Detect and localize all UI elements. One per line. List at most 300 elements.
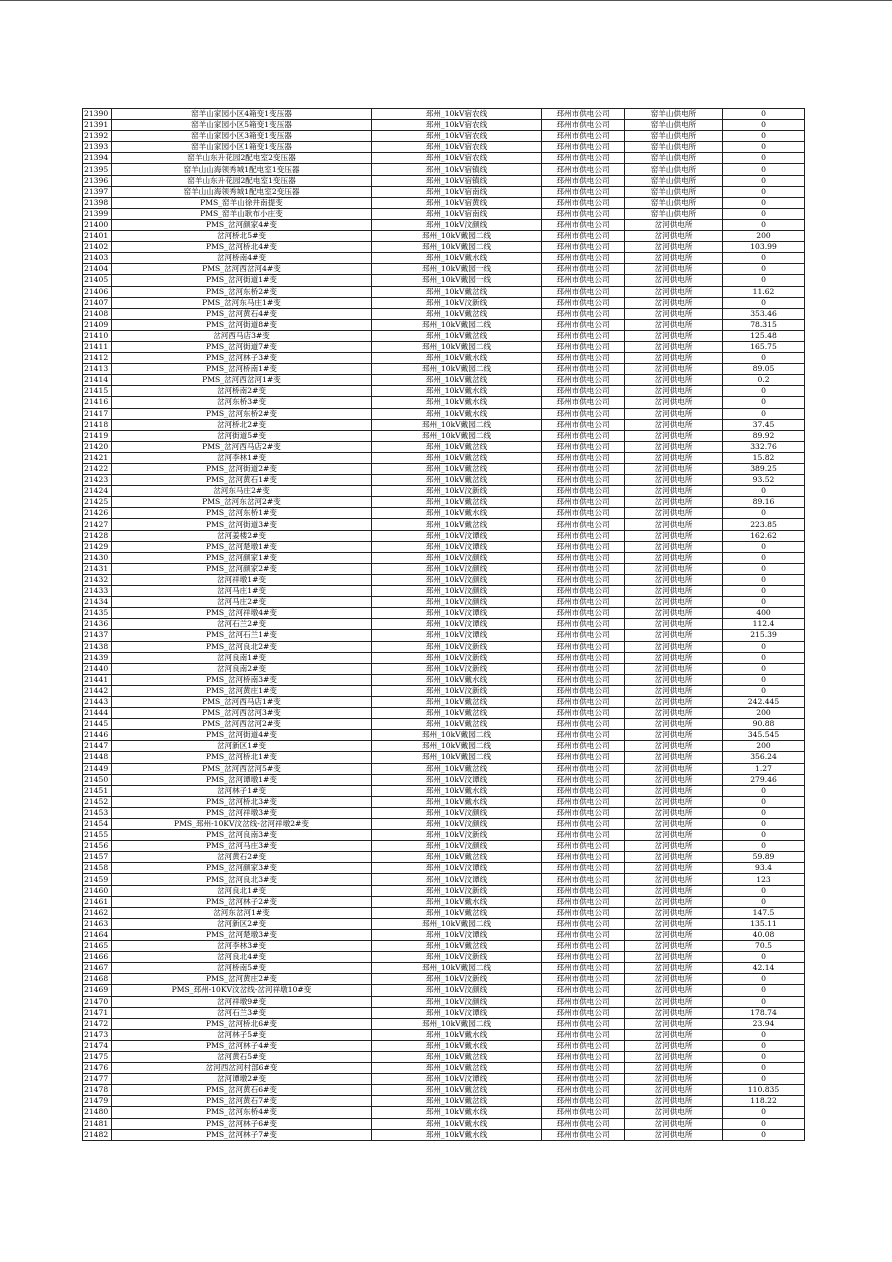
value-cell: 223.85 bbox=[723, 519, 805, 530]
value-cell: 0 bbox=[723, 353, 805, 364]
supply-station-cell: 岔河供电所 bbox=[625, 952, 723, 963]
supply-station-cell: 窑羊山供电所 bbox=[625, 153, 723, 164]
feeder-line-cell: 邳州_10kV汶谭线 bbox=[372, 1074, 542, 1085]
value-cell: 0 bbox=[723, 1107, 805, 1118]
transformer-name-cell: 窑羊山东升花园2配电室1变压器 bbox=[112, 175, 372, 186]
feeder-line-cell: 邳州_10kV汶颜线 bbox=[372, 219, 542, 230]
transformer-name-cell: 岔河良北1#变 bbox=[112, 885, 372, 896]
transformer-name-cell: PMS_岔河街道1#变 bbox=[112, 275, 372, 286]
value-cell: 0 bbox=[723, 208, 805, 219]
supply-station-cell: 岔河供电所 bbox=[625, 730, 723, 741]
value-cell: 125.48 bbox=[723, 330, 805, 341]
row-id-cell: 21428 bbox=[83, 530, 112, 541]
power-company-cell: 邳州市供电公司 bbox=[542, 563, 625, 574]
power-company-cell: 邳州市供电公司 bbox=[542, 519, 625, 530]
table-row bbox=[83, 175, 805, 186]
row-id-cell: 21395 bbox=[83, 164, 112, 175]
transformer-name-cell: PMS_岔河林子3#变 bbox=[112, 353, 372, 364]
row-id-cell: 21392 bbox=[83, 131, 112, 142]
power-company-cell: 邳州市供电公司 bbox=[542, 763, 625, 774]
table-row bbox=[83, 730, 805, 741]
feeder-line-cell: 邳州_10kV戴岔线 bbox=[372, 330, 542, 341]
power-company-cell: 邳州市供电公司 bbox=[542, 109, 625, 120]
power-company-cell: 邳州市供电公司 bbox=[542, 896, 625, 907]
supply-station-cell: 岔河供电所 bbox=[625, 918, 723, 929]
row-id-cell: 21391 bbox=[83, 120, 112, 131]
table-row bbox=[83, 508, 805, 519]
table-row bbox=[83, 807, 805, 818]
transformer-name-cell: PMS_岔河西岔河3#变 bbox=[112, 708, 372, 719]
power-company-cell: 邳州市供电公司 bbox=[542, 1029, 625, 1040]
table-row bbox=[83, 1107, 805, 1118]
feeder-line-cell: 邳州_10kV汶新线 bbox=[372, 641, 542, 652]
feeder-line-cell: 邳州_10kV汶颜线 bbox=[372, 597, 542, 608]
transformer-name-cell: 岔河街道5#变 bbox=[112, 430, 372, 441]
feeder-line-cell: 邳州_10kV戴水线 bbox=[372, 408, 542, 419]
supply-station-cell: 岔河供电所 bbox=[625, 530, 723, 541]
feeder-line-cell: 邳州_10kV戴园一线 bbox=[372, 275, 542, 286]
feeder-line-cell: 邳州_10kV戴岔线 bbox=[372, 1063, 542, 1074]
power-company-cell: 邳州市供电公司 bbox=[542, 1018, 625, 1029]
value-cell: 0 bbox=[723, 1029, 805, 1040]
row-id-cell: 21451 bbox=[83, 785, 112, 796]
feeder-line-cell: 邳州_10kV汶谭线 bbox=[372, 608, 542, 619]
table-row bbox=[83, 264, 805, 275]
power-company-cell: 邳州市供电公司 bbox=[542, 541, 625, 552]
table-row bbox=[83, 563, 805, 574]
supply-station-cell: 岔河供电所 bbox=[625, 574, 723, 585]
power-company-cell: 邳州市供电公司 bbox=[542, 852, 625, 863]
table-row bbox=[83, 364, 805, 375]
table-row bbox=[83, 1096, 805, 1107]
supply-station-cell: 岔河供电所 bbox=[625, 774, 723, 785]
feeder-line-cell: 邳州_10kV戴园一线 bbox=[372, 264, 542, 275]
transformer-name-cell: 岔河祥墩9#变 bbox=[112, 996, 372, 1007]
feeder-line-cell: 邳州_10kV汶谭线 bbox=[372, 630, 542, 641]
value-cell: 0 bbox=[723, 574, 805, 585]
feeder-line-cell: 邳州_10kV戴岔线 bbox=[372, 941, 542, 952]
row-id-cell: 21399 bbox=[83, 208, 112, 219]
table-row bbox=[83, 696, 805, 707]
row-id-cell: 21422 bbox=[83, 464, 112, 475]
value-cell: 90.88 bbox=[723, 719, 805, 730]
value-cell: 0 bbox=[723, 109, 805, 120]
power-company-cell: 邳州市供电公司 bbox=[542, 574, 625, 585]
power-company-cell: 邳州市供电公司 bbox=[542, 741, 625, 752]
feeder-line-cell: 邳州_10kV戴岔线 bbox=[372, 497, 542, 508]
table-row bbox=[83, 120, 805, 131]
transformer-table-body bbox=[83, 109, 805, 1141]
supply-station-cell: 岔河供电所 bbox=[625, 519, 723, 530]
table-row bbox=[83, 774, 805, 785]
table-row bbox=[83, 386, 805, 397]
supply-station-cell: 岔河供电所 bbox=[625, 563, 723, 574]
table-row bbox=[83, 464, 805, 475]
feeder-line-cell: 邳州_10kV汶新线 bbox=[372, 297, 542, 308]
row-id-cell: 21397 bbox=[83, 186, 112, 197]
row-id-cell: 21461 bbox=[83, 896, 112, 907]
value-cell: 93.52 bbox=[723, 475, 805, 486]
supply-station-cell: 岔河供电所 bbox=[625, 253, 723, 264]
transformer-name-cell: PMS_岔河街道3#变 bbox=[112, 519, 372, 530]
feeder-line-cell: 邳州_10kV汶新线 bbox=[372, 685, 542, 696]
row-id-cell: 21420 bbox=[83, 441, 112, 452]
transformer-name-cell: 岔河桥南5#变 bbox=[112, 963, 372, 974]
power-company-cell: 邳州市供电公司 bbox=[542, 1063, 625, 1074]
table-row bbox=[83, 830, 805, 841]
table-row bbox=[83, 652, 805, 663]
power-company-cell: 邳州市供电公司 bbox=[542, 597, 625, 608]
table-row bbox=[83, 586, 805, 597]
power-company-cell: 邳州市供电公司 bbox=[542, 375, 625, 386]
table-row bbox=[83, 297, 805, 308]
value-cell: 0 bbox=[723, 819, 805, 830]
feeder-line-cell: 邳州_10kV戴园二线 bbox=[372, 730, 542, 741]
supply-station-cell: 岔河供电所 bbox=[625, 1096, 723, 1107]
table-row bbox=[83, 131, 805, 142]
value-cell: 0 bbox=[723, 807, 805, 818]
value-cell: 0 bbox=[723, 830, 805, 841]
power-company-cell: 邳州市供电公司 bbox=[542, 430, 625, 441]
table-row bbox=[83, 452, 805, 463]
table-row bbox=[83, 996, 805, 1007]
transformer-name-cell: PMS_岔河黄石7#变 bbox=[112, 1096, 372, 1107]
power-company-cell: 邳州市供电公司 bbox=[542, 131, 625, 142]
transformer-name-cell: PMS_岔河东岔河2#变 bbox=[112, 497, 372, 508]
supply-station-cell: 岔河供电所 bbox=[625, 929, 723, 940]
supply-station-cell: 岔河供电所 bbox=[625, 441, 723, 452]
value-cell: 135.11 bbox=[723, 918, 805, 929]
value-cell: 59.89 bbox=[723, 852, 805, 863]
supply-station-cell: 岔河供电所 bbox=[625, 375, 723, 386]
value-cell: 0 bbox=[723, 985, 805, 996]
power-company-cell: 邳州市供电公司 bbox=[542, 464, 625, 475]
table-row bbox=[83, 896, 805, 907]
power-company-cell: 邳州市供电公司 bbox=[542, 752, 625, 763]
supply-station-cell: 岔河供电所 bbox=[625, 319, 723, 330]
transformer-name-cell: 岔河黄石5#变 bbox=[112, 1051, 372, 1062]
table-row bbox=[83, 530, 805, 541]
table-row bbox=[83, 497, 805, 508]
value-cell: 0 bbox=[723, 796, 805, 807]
value-cell: 0 bbox=[723, 131, 805, 142]
value-cell: 0 bbox=[723, 486, 805, 497]
power-company-cell: 邳州市供电公司 bbox=[542, 641, 625, 652]
power-company-cell: 邳州市供电公司 bbox=[542, 1129, 625, 1140]
table-row bbox=[83, 852, 805, 863]
table-row bbox=[83, 242, 805, 253]
supply-station-cell: 窑羊山供电所 bbox=[625, 197, 723, 208]
transformer-name-cell: PMS_岔河马庄3#变 bbox=[112, 841, 372, 852]
transformer-name-cell: PMS_岔河西岔河4#变 bbox=[112, 264, 372, 275]
transformer-name-cell: PMS_岔河林子2#变 bbox=[112, 896, 372, 907]
row-id-cell: 21458 bbox=[83, 863, 112, 874]
supply-station-cell: 岔河供电所 bbox=[625, 974, 723, 985]
feeder-line-cell: 邳州_10kV戴水线 bbox=[372, 1118, 542, 1129]
table-row bbox=[83, 330, 805, 341]
power-company-cell: 邳州市供电公司 bbox=[542, 197, 625, 208]
power-company-cell: 邳州市供电公司 bbox=[542, 286, 625, 297]
table-row bbox=[83, 785, 805, 796]
supply-station-cell: 岔河供电所 bbox=[625, 663, 723, 674]
feeder-line-cell: 邳州_10kV戴岔线 bbox=[372, 696, 542, 707]
table-row bbox=[83, 142, 805, 153]
transformer-name-cell: PMS_岔河林子6#变 bbox=[112, 1118, 372, 1129]
row-id-cell: 21471 bbox=[83, 1007, 112, 1018]
table-row bbox=[83, 1074, 805, 1085]
supply-station-cell: 岔河供电所 bbox=[625, 863, 723, 874]
row-id-cell: 21417 bbox=[83, 408, 112, 419]
table-row bbox=[83, 941, 805, 952]
transformer-name-cell: PMS_岔河良北3#变 bbox=[112, 874, 372, 885]
table-row bbox=[83, 985, 805, 996]
row-id-cell: 21416 bbox=[83, 397, 112, 408]
supply-station-cell: 岔河供电所 bbox=[625, 497, 723, 508]
feeder-line-cell: 邳州_10kV戴岔线 bbox=[372, 464, 542, 475]
table-row bbox=[83, 952, 805, 963]
transformer-name-cell: 岔河桥北5#变 bbox=[112, 231, 372, 242]
row-id-cell: 21459 bbox=[83, 874, 112, 885]
supply-station-cell: 岔河供电所 bbox=[625, 341, 723, 352]
feeder-line-cell: 邳州_10kV戴水线 bbox=[372, 397, 542, 408]
table-row bbox=[83, 1051, 805, 1062]
value-cell: 178.74 bbox=[723, 1007, 805, 1018]
table-row bbox=[83, 641, 805, 652]
row-id-cell: 21470 bbox=[83, 996, 112, 1007]
feeder-line-cell: 邳州_10kV宿南线 bbox=[372, 186, 542, 197]
supply-station-cell: 岔河供电所 bbox=[625, 1129, 723, 1140]
transformer-name-cell: PMS_岔河石兰1#变 bbox=[112, 630, 372, 641]
transformer-name-cell: 窑羊山山海领秀城1配电室1变压器 bbox=[112, 164, 372, 175]
supply-station-cell: 岔河供电所 bbox=[625, 1018, 723, 1029]
supply-station-cell: 岔河供电所 bbox=[625, 652, 723, 663]
row-id-cell: 21475 bbox=[83, 1051, 112, 1062]
transformer-name-cell: PMS_岔河黄石4#变 bbox=[112, 308, 372, 319]
row-id-cell: 21440 bbox=[83, 663, 112, 674]
supply-station-cell: 岔河供电所 bbox=[625, 641, 723, 652]
value-cell: 0 bbox=[723, 785, 805, 796]
table-row bbox=[83, 1040, 805, 1051]
power-company-cell: 邳州市供电公司 bbox=[542, 674, 625, 685]
value-cell: 0 bbox=[723, 652, 805, 663]
power-company-cell: 邳州市供电公司 bbox=[542, 630, 625, 641]
power-company-cell: 邳州市供电公司 bbox=[542, 918, 625, 929]
transformer-name-cell: PMS_岔河祥墩3#变 bbox=[112, 807, 372, 818]
row-id-cell: 21439 bbox=[83, 652, 112, 663]
feeder-line-cell: 邳州_10kV戴园二线 bbox=[372, 319, 542, 330]
value-cell: 0 bbox=[723, 253, 805, 264]
supply-station-cell: 窑羊山供电所 bbox=[625, 164, 723, 175]
table-row bbox=[83, 597, 805, 608]
power-company-cell: 邳州市供电公司 bbox=[542, 397, 625, 408]
transformer-name-cell: 岔河谭墩2#变 bbox=[112, 1074, 372, 1085]
supply-station-cell: 岔河供电所 bbox=[625, 763, 723, 774]
value-cell: 345.545 bbox=[723, 730, 805, 741]
supply-station-cell: 岔河供电所 bbox=[625, 885, 723, 896]
power-company-cell: 邳州市供电公司 bbox=[542, 330, 625, 341]
row-id-cell: 21412 bbox=[83, 353, 112, 364]
table-row bbox=[83, 963, 805, 974]
transformer-name-cell: 岔河石兰3#变 bbox=[112, 1007, 372, 1018]
row-id-cell: 21480 bbox=[83, 1107, 112, 1118]
row-id-cell: 21407 bbox=[83, 297, 112, 308]
feeder-line-cell: 邳州_10kV戴园二线 bbox=[372, 419, 542, 430]
feeder-line-cell: 邳州_10kV汶新线 bbox=[372, 974, 542, 985]
feeder-line-cell: 邳州_10kV戴岔线 bbox=[372, 1051, 542, 1062]
supply-station-cell: 岔河供电所 bbox=[625, 674, 723, 685]
supply-station-cell: 岔河供电所 bbox=[625, 608, 723, 619]
row-id-cell: 21432 bbox=[83, 574, 112, 585]
row-id-cell: 21482 bbox=[83, 1129, 112, 1140]
power-company-cell: 邳州市供电公司 bbox=[542, 1085, 625, 1096]
transformer-name-cell: 岔河桥南2#变 bbox=[112, 386, 372, 397]
supply-station-cell: 岔河供电所 bbox=[625, 685, 723, 696]
power-company-cell: 邳州市供电公司 bbox=[542, 1096, 625, 1107]
table-row bbox=[83, 1029, 805, 1040]
power-company-cell: 邳州市供电公司 bbox=[542, 685, 625, 696]
table-row bbox=[83, 929, 805, 940]
supply-station-cell: 岔河供电所 bbox=[625, 719, 723, 730]
transformer-name-cell: PMS_岔河桥北4#变 bbox=[112, 242, 372, 253]
transformer-name-cell: PMS_窑羊山徐井南提变 bbox=[112, 197, 372, 208]
supply-station-cell: 岔河供电所 bbox=[625, 408, 723, 419]
value-cell: 0 bbox=[723, 275, 805, 286]
transformer-name-cell: PMS_岔河东桥2#变 bbox=[112, 408, 372, 419]
value-cell: 0 bbox=[723, 685, 805, 696]
transformer-name-cell: PMS_窑羊山耿布小庄变 bbox=[112, 208, 372, 219]
feeder-line-cell: 邳州_10kV戴岔线 bbox=[372, 719, 542, 730]
feeder-line-cell: 邳州_10kV汶新线 bbox=[372, 652, 542, 663]
row-id-cell: 21436 bbox=[83, 619, 112, 630]
supply-station-cell: 岔河供电所 bbox=[625, 508, 723, 519]
value-cell: 0 bbox=[723, 641, 805, 652]
transformer-name-cell: PMS_岔河颜家2#变 bbox=[112, 563, 372, 574]
value-cell: 332.76 bbox=[723, 441, 805, 452]
feeder-line-cell: 邳州_10kV戴水线 bbox=[372, 386, 542, 397]
row-id-cell: 21413 bbox=[83, 364, 112, 375]
transformer-name-cell: PMS_岔河良北2#变 bbox=[112, 641, 372, 652]
feeder-line-cell: 邳州_10kV汶颜线 bbox=[372, 563, 542, 574]
table-row bbox=[83, 619, 805, 630]
power-company-cell: 邳州市供电公司 bbox=[542, 253, 625, 264]
transformer-name-cell: 岔河东马庄2#变 bbox=[112, 486, 372, 497]
feeder-line-cell: 邳州_10kV汶新线 bbox=[372, 663, 542, 674]
power-company-cell: 邳州市供电公司 bbox=[542, 508, 625, 519]
table-row bbox=[83, 907, 805, 918]
table-row bbox=[83, 164, 805, 175]
transformer-name-cell: PMS_岔河谭墩1#变 bbox=[112, 774, 372, 785]
value-cell: 0 bbox=[723, 164, 805, 175]
transformer-name-cell: 岔河东岔河1#变 bbox=[112, 907, 372, 918]
supply-station-cell: 岔河供电所 bbox=[625, 841, 723, 852]
row-id-cell: 21414 bbox=[83, 375, 112, 386]
supply-station-cell: 岔河供电所 bbox=[625, 419, 723, 430]
feeder-line-cell: 邳州_10kV戴园二线 bbox=[372, 341, 542, 352]
supply-station-cell: 岔河供电所 bbox=[625, 286, 723, 297]
feeder-line-cell: 邳州_10kV汶颜线 bbox=[372, 819, 542, 830]
supply-station-cell: 岔河供电所 bbox=[625, 231, 723, 242]
table-row bbox=[83, 430, 805, 441]
table-row bbox=[83, 630, 805, 641]
transformer-name-cell: 窑羊山家园小区3箱变1变压器 bbox=[112, 131, 372, 142]
power-company-cell: 邳州市供电公司 bbox=[542, 985, 625, 996]
table-row bbox=[83, 353, 805, 364]
transformer-name-cell: PMS_岔河桥北6#变 bbox=[112, 1018, 372, 1029]
value-cell: 389.25 bbox=[723, 464, 805, 475]
value-cell: 215.39 bbox=[723, 630, 805, 641]
power-company-cell: 邳州市供电公司 bbox=[542, 319, 625, 330]
row-id-cell: 21401 bbox=[83, 231, 112, 242]
table-row bbox=[83, 308, 805, 319]
power-company-cell: 邳州市供电公司 bbox=[542, 819, 625, 830]
value-cell: 0 bbox=[723, 1051, 805, 1062]
feeder-line-cell: 邳州_10kV戴园二线 bbox=[372, 231, 542, 242]
supply-station-cell: 岔河供电所 bbox=[625, 619, 723, 630]
power-company-cell: 邳州市供电公司 bbox=[542, 663, 625, 674]
feeder-line-cell: 邳州_10kV宿农线 bbox=[372, 153, 542, 164]
feeder-line-cell: 邳州_10kV宿南线 bbox=[372, 208, 542, 219]
feeder-line-cell: 邳州_10kV宿镇线 bbox=[372, 164, 542, 175]
supply-station-cell: 岔河供电所 bbox=[625, 785, 723, 796]
feeder-line-cell: 邳州_10kV戴岔线 bbox=[372, 708, 542, 719]
table-row bbox=[83, 1007, 805, 1018]
transformer-name-cell: PMS_岔河街道4#变 bbox=[112, 730, 372, 741]
power-company-cell: 邳州市供电公司 bbox=[542, 341, 625, 352]
table-row bbox=[83, 475, 805, 486]
power-company-cell: 邳州市供电公司 bbox=[542, 408, 625, 419]
row-id-cell: 21455 bbox=[83, 830, 112, 841]
feeder-line-cell: 邳州_10kV汶谭线 bbox=[372, 530, 542, 541]
feeder-line-cell: 邳州_10kV宿镇线 bbox=[372, 175, 542, 186]
table-row bbox=[83, 552, 805, 563]
table-row bbox=[83, 819, 805, 830]
transformer-name-cell: PMS_岔河桥北3#变 bbox=[112, 796, 372, 807]
power-company-cell: 邳州市供电公司 bbox=[542, 974, 625, 985]
feeder-line-cell: 邳州_10kV宿农线 bbox=[372, 109, 542, 120]
transformer-name-cell: PMS_岔河西岔河2#变 bbox=[112, 719, 372, 730]
row-id-cell: 21456 bbox=[83, 841, 112, 852]
table-row bbox=[83, 763, 805, 774]
table-row bbox=[83, 663, 805, 674]
supply-station-cell: 窑羊山供电所 bbox=[625, 120, 723, 131]
table-row bbox=[83, 574, 805, 585]
value-cell: 279.46 bbox=[723, 774, 805, 785]
row-id-cell: 21449 bbox=[83, 763, 112, 774]
feeder-line-cell: 邳州_10kV汶颜线 bbox=[372, 996, 542, 1007]
row-id-cell: 21435 bbox=[83, 608, 112, 619]
row-id-cell: 21419 bbox=[83, 430, 112, 441]
row-id-cell: 21421 bbox=[83, 452, 112, 463]
supply-station-cell: 窑羊山供电所 bbox=[625, 109, 723, 120]
table-row bbox=[83, 253, 805, 264]
row-id-cell: 21450 bbox=[83, 774, 112, 785]
power-company-cell: 邳州市供电公司 bbox=[542, 730, 625, 741]
table-row bbox=[83, 752, 805, 763]
row-id-cell: 21393 bbox=[83, 142, 112, 153]
row-id-cell: 21438 bbox=[83, 641, 112, 652]
feeder-line-cell: 邳州_10kV宿黄线 bbox=[372, 197, 542, 208]
supply-station-cell: 岔河供电所 bbox=[625, 264, 723, 275]
feeder-line-cell: 邳州_10kV戴岔线 bbox=[372, 1085, 542, 1096]
power-company-cell: 邳州市供电公司 bbox=[542, 796, 625, 807]
transformer-name-cell: PMS_岔河街道7#变 bbox=[112, 341, 372, 352]
transformer-name-cell: PMS_岔河颜家1#变 bbox=[112, 552, 372, 563]
row-id-cell: 21402 bbox=[83, 242, 112, 253]
feeder-line-cell: 邳州_10kV戴园二线 bbox=[372, 430, 542, 441]
transformer-name-cell: 岔河桥南4#变 bbox=[112, 253, 372, 264]
value-cell: 0 bbox=[723, 120, 805, 131]
value-cell: 0 bbox=[723, 541, 805, 552]
